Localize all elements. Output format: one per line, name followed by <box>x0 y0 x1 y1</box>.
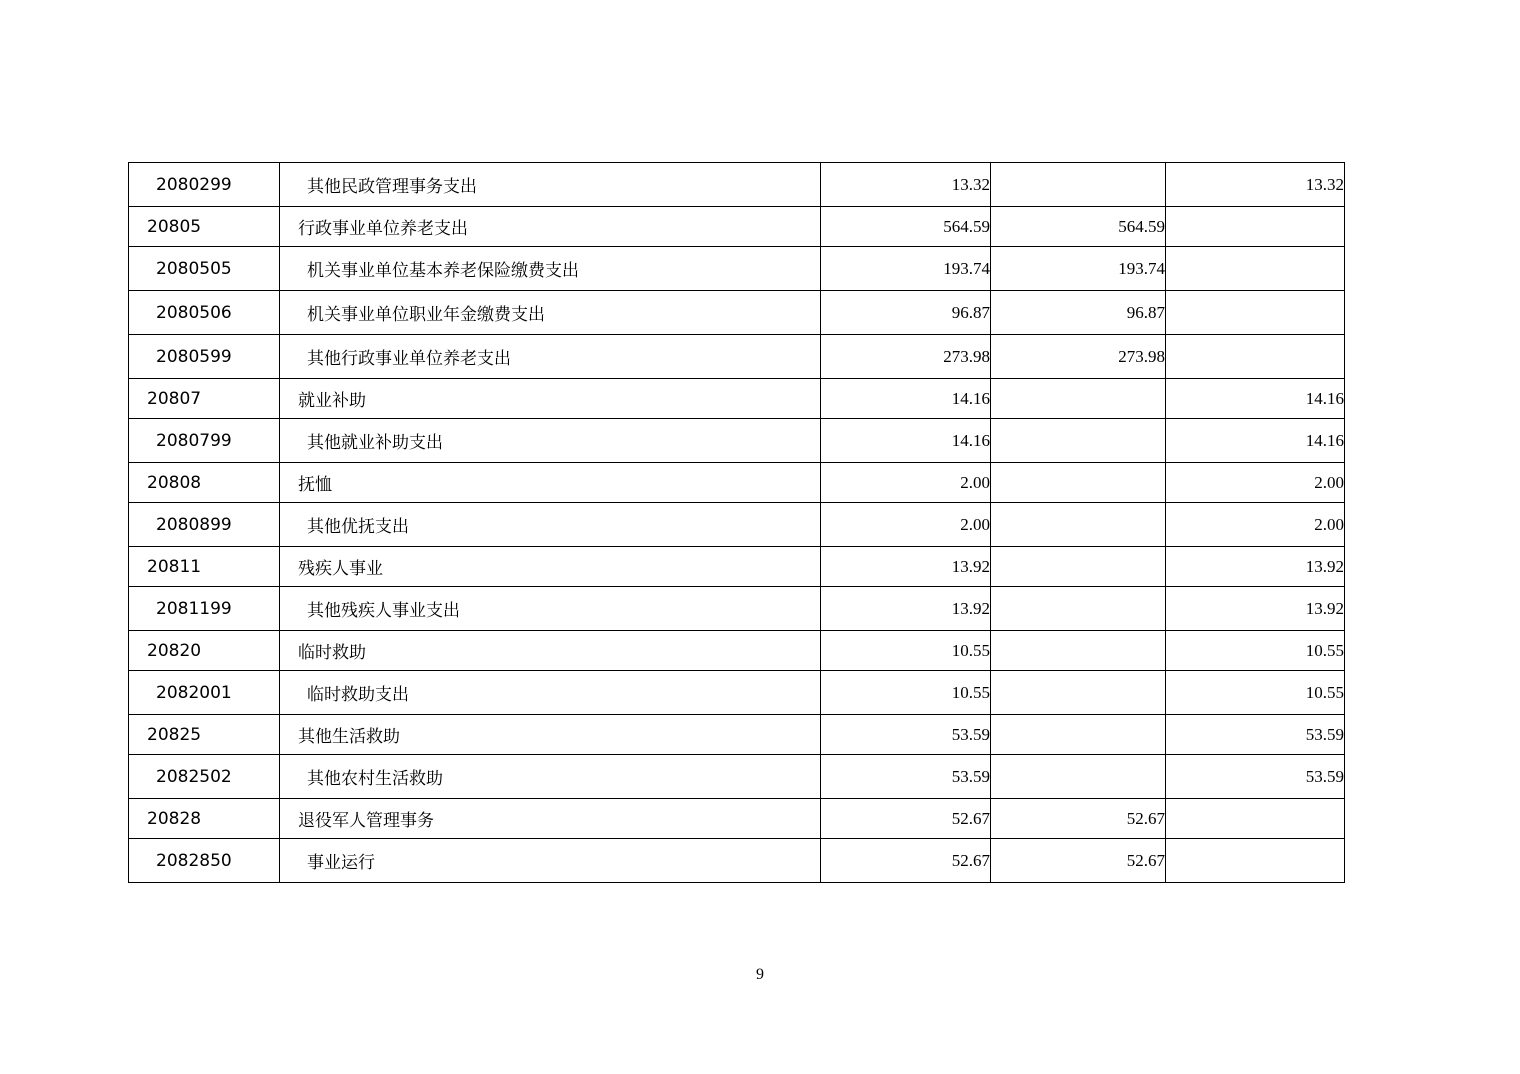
budget-table <box>128 162 1345 883</box>
total-amount: 10.55 <box>821 631 991 671</box>
total-amount: 193.74 <box>821 247 991 291</box>
project-expenditure: 10.55 <box>1166 631 1345 671</box>
subject-code: 2080899 <box>129 503 280 547</box>
project-expenditure: 53.59 <box>1166 755 1345 799</box>
subject-code: 2080299 <box>129 163 280 207</box>
subject-code: 2082502 <box>129 755 280 799</box>
subject-code: 2080599 <box>129 335 280 379</box>
basic-expenditure: 52.67 <box>991 799 1166 839</box>
basic-expenditure <box>991 587 1166 631</box>
table-row <box>129 547 1345 587</box>
subject-code: 20825 <box>129 715 280 755</box>
basic-expenditure <box>991 755 1166 799</box>
subject-name: 其他行政事业单位养老支出 <box>280 335 821 379</box>
subject-name: 其他就业补助支出 <box>280 419 821 463</box>
subject-name: 机关事业单位基本养老保险缴费支出 <box>280 247 821 291</box>
total-amount: 53.59 <box>821 755 991 799</box>
project-expenditure: 13.92 <box>1166 547 1345 587</box>
basic-expenditure <box>991 503 1166 547</box>
table-row <box>129 291 1345 335</box>
basic-expenditure: 564.59 <box>991 207 1166 247</box>
project-expenditure <box>1166 839 1345 883</box>
basic-expenditure: 96.87 <box>991 291 1166 335</box>
table-row <box>129 247 1345 291</box>
total-amount: 52.67 <box>821 799 991 839</box>
project-expenditure: 14.16 <box>1166 419 1345 463</box>
basic-expenditure <box>991 463 1166 503</box>
table-row <box>129 207 1345 247</box>
basic-expenditure: 273.98 <box>991 335 1166 379</box>
total-amount: 2.00 <box>821 503 991 547</box>
table-row <box>129 379 1345 419</box>
total-amount: 273.98 <box>821 335 991 379</box>
subject-code: 2080505 <box>129 247 280 291</box>
subject-name: 抚恤 <box>280 463 821 503</box>
project-expenditure: 2.00 <box>1166 503 1345 547</box>
subject-name: 其他优抚支出 <box>280 503 821 547</box>
subject-name: 行政事业单位养老支出 <box>280 207 821 247</box>
table-row <box>129 419 1345 463</box>
subject-code: 2082001 <box>129 671 280 715</box>
subject-code: 20811 <box>129 547 280 587</box>
total-amount: 52.67 <box>821 839 991 883</box>
subject-name: 机关事业单位职业年金缴费支出 <box>280 291 821 335</box>
subject-code: 20808 <box>129 463 280 503</box>
project-expenditure: 53.59 <box>1166 715 1345 755</box>
project-expenditure <box>1166 799 1345 839</box>
project-expenditure: 14.16 <box>1166 379 1345 419</box>
total-amount: 10.55 <box>821 671 991 715</box>
table-row <box>129 671 1345 715</box>
basic-expenditure <box>991 419 1166 463</box>
subject-name: 临时救助支出 <box>280 671 821 715</box>
basic-expenditure <box>991 631 1166 671</box>
subject-name: 就业补助 <box>280 379 821 419</box>
subject-name: 残疾人事业 <box>280 547 821 587</box>
subject-name: 事业运行 <box>280 839 821 883</box>
project-expenditure <box>1166 335 1345 379</box>
total-amount: 14.16 <box>821 379 991 419</box>
subject-code: 20807 <box>129 379 280 419</box>
table-row <box>129 587 1345 631</box>
project-expenditure: 2.00 <box>1166 463 1345 503</box>
subject-name: 其他残疾人事业支出 <box>280 587 821 631</box>
project-expenditure <box>1166 247 1345 291</box>
basic-expenditure <box>991 715 1166 755</box>
table-row <box>129 503 1345 547</box>
subject-code: 20805 <box>129 207 280 247</box>
budget-table-body <box>129 163 1345 883</box>
subject-code: 2080506 <box>129 291 280 335</box>
subject-code: 2080799 <box>129 419 280 463</box>
basic-expenditure <box>991 671 1166 715</box>
basic-expenditure <box>991 547 1166 587</box>
basic-expenditure <box>991 163 1166 207</box>
project-expenditure: 13.32 <box>1166 163 1345 207</box>
table-row <box>129 163 1345 207</box>
total-amount: 564.59 <box>821 207 991 247</box>
total-amount: 13.32 <box>821 163 991 207</box>
total-amount: 96.87 <box>821 291 991 335</box>
project-expenditure: 10.55 <box>1166 671 1345 715</box>
basic-expenditure: 52.67 <box>991 839 1166 883</box>
table-row <box>129 715 1345 755</box>
table-row <box>129 631 1345 671</box>
subject-name: 退役军人管理事务 <box>280 799 821 839</box>
subject-name: 其他生活救助 <box>280 715 821 755</box>
total-amount: 13.92 <box>821 547 991 587</box>
subject-code: 2082850 <box>129 839 280 883</box>
subject-name: 临时救助 <box>280 631 821 671</box>
project-expenditure: 13.92 <box>1166 587 1345 631</box>
subject-code: 2081199 <box>129 587 280 631</box>
table-row <box>129 335 1345 379</box>
total-amount: 14.16 <box>821 419 991 463</box>
subject-code: 20820 <box>129 631 280 671</box>
subject-name: 其他农村生活救助 <box>280 755 821 799</box>
project-expenditure <box>1166 207 1345 247</box>
total-amount: 53.59 <box>821 715 991 755</box>
project-expenditure <box>1166 291 1345 335</box>
subject-name: 其他民政管理事务支出 <box>280 163 821 207</box>
table-row <box>129 839 1345 883</box>
basic-expenditure: 193.74 <box>991 247 1166 291</box>
subject-code: 20828 <box>129 799 280 839</box>
table-row <box>129 463 1345 503</box>
page-number: 9 <box>756 966 764 983</box>
basic-expenditure <box>991 379 1166 419</box>
total-amount: 2.00 <box>821 463 991 503</box>
total-amount: 13.92 <box>821 587 991 631</box>
table-row <box>129 755 1345 799</box>
table-row <box>129 799 1345 839</box>
